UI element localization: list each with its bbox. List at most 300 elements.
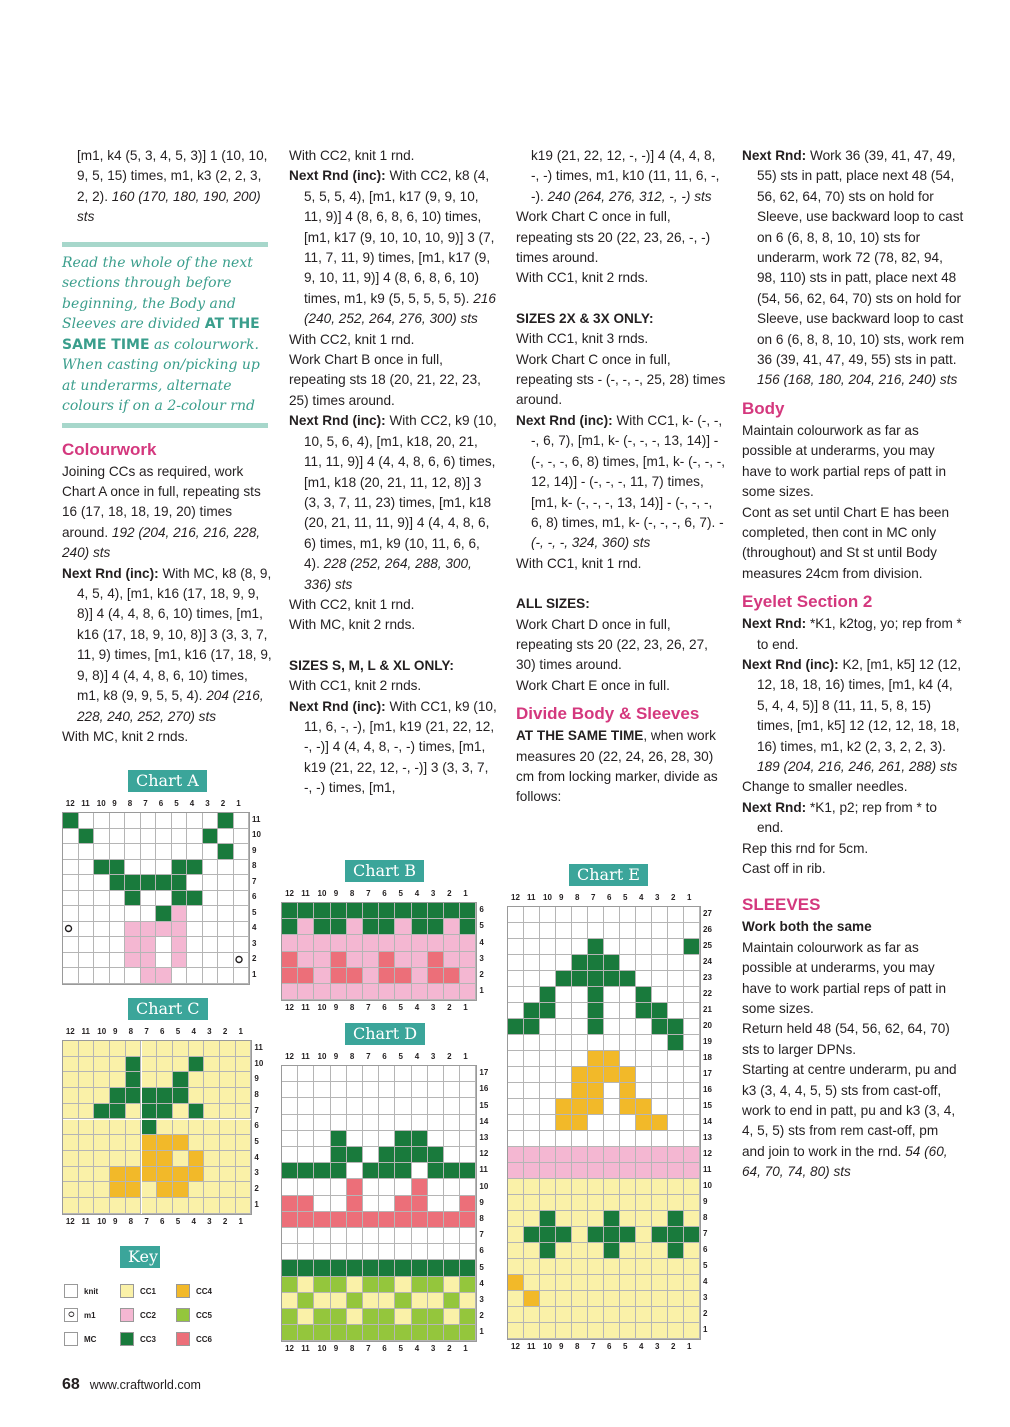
column-number: 9 <box>333 889 339 898</box>
column-number: 11 <box>81 1216 91 1226</box>
chart-cell <box>282 1066 298 1082</box>
chart-cell <box>395 1325 411 1341</box>
chart-title: Chart D <box>345 1023 425 1045</box>
chart-cell <box>604 1067 620 1083</box>
chart-cell <box>331 984 347 1000</box>
chart-cell <box>157 1167 173 1183</box>
chart-cell <box>94 1135 110 1151</box>
chart-cell <box>331 1066 347 1082</box>
chart-cell <box>572 1307 588 1323</box>
key-label: CC3 <box>140 1335 157 1344</box>
chart-cell <box>540 1115 556 1131</box>
chart-cell <box>125 829 141 845</box>
column-number: 3 <box>207 1027 212 1036</box>
chart-cell <box>636 1147 652 1163</box>
chart-cell <box>460 984 476 1000</box>
chart-cell <box>620 987 636 1003</box>
column-number: 9 <box>333 1003 339 1013</box>
row-number: 10 <box>254 1058 264 1068</box>
chart-cell <box>508 923 524 939</box>
chart-cell <box>63 844 79 860</box>
chart-cell <box>141 860 157 876</box>
chart-cell <box>444 984 460 1000</box>
column-number: 8 <box>349 1003 355 1013</box>
chart-cell <box>314 968 330 984</box>
chart-cell <box>524 1323 540 1339</box>
chart-cell <box>508 1307 524 1323</box>
chart-cell <box>620 1099 636 1115</box>
chart-cell <box>524 1035 540 1051</box>
chart-cell <box>460 1196 476 1212</box>
chart-cell <box>524 1211 540 1227</box>
chart-cell <box>572 923 588 939</box>
key-label: MC <box>84 1335 97 1344</box>
chart-cell <box>125 891 141 907</box>
chart-cell <box>298 1212 314 1228</box>
key-swatch <box>176 1284 190 1298</box>
chart-cell <box>125 937 141 953</box>
chart-cell <box>412 919 428 935</box>
chart-cell <box>588 1179 604 1195</box>
chart-cell <box>444 1179 460 1195</box>
chart-cell <box>428 1115 444 1131</box>
column-number: 5 <box>398 1344 403 1354</box>
chart-cell <box>110 1120 126 1136</box>
section-heading-eyelet: Eyelet Section 2 <box>742 592 873 612</box>
chart-cell <box>204 1041 220 1057</box>
chart-cell <box>220 1057 236 1073</box>
row-number: 16 <box>703 1085 712 1094</box>
chart-cell <box>220 1072 236 1088</box>
row-number: 3 <box>252 938 257 948</box>
chart-cell <box>298 919 314 935</box>
chart-cell <box>204 1088 220 1104</box>
chart-cell <box>508 1259 524 1275</box>
chart-cell <box>524 1291 540 1307</box>
chart-cell <box>460 1228 476 1244</box>
chart-cell <box>94 1151 110 1167</box>
m1-symbol: ഠ <box>64 920 72 935</box>
column-number: 12 <box>511 1342 520 1351</box>
chart-cell <box>218 829 234 845</box>
chart-cell <box>588 1163 604 1179</box>
chart-cell <box>572 1067 588 1083</box>
chart-cell <box>620 955 636 971</box>
chart-cell <box>395 1147 411 1163</box>
chart-cell <box>110 875 126 891</box>
chart-cell <box>157 1182 173 1198</box>
chart-cell <box>141 844 157 860</box>
chart-cell <box>282 984 298 1000</box>
chart-cell <box>572 955 588 971</box>
chart-cell <box>314 919 330 935</box>
chart-cell <box>187 906 203 922</box>
chart-cell <box>540 1035 556 1051</box>
row-number: 8 <box>703 1213 708 1222</box>
chart-cell <box>604 1243 620 1259</box>
key-label: CC6 <box>196 1335 213 1344</box>
chart-cell <box>218 922 234 938</box>
column-number: 6 <box>382 1003 387 1013</box>
chart-cell <box>668 1019 684 1035</box>
paragraph: With MC, knit 2 rnds. <box>62 728 189 744</box>
column-number: 1 <box>687 1342 692 1351</box>
chart-grid <box>62 812 250 985</box>
chart-cell <box>524 1259 540 1275</box>
chart-cell <box>588 987 604 1003</box>
row-number: 21 <box>703 1005 712 1014</box>
chart-cell <box>314 1309 330 1325</box>
row-number: 10 <box>703 1181 712 1190</box>
chart-cell <box>298 1309 314 1325</box>
paragraph: With CC1, knit 3 rnds. <box>516 331 649 347</box>
paragraph: Work Chart D once in full, repeating sts 20 (22, 23, 26, 27, 30) times around. <box>516 616 708 673</box>
chart-cell <box>157 1104 173 1120</box>
column-number: 7 <box>366 1052 371 1061</box>
chart-cell <box>172 813 188 829</box>
chart-cell <box>363 935 379 951</box>
chart-cell <box>684 923 700 939</box>
chart-cell <box>604 1291 620 1307</box>
row-number: 4 <box>252 923 257 933</box>
chart-cell <box>428 1179 444 1195</box>
paragraph: Next Rnd (inc): With CC2, k9 (10, 10, 5, 6, 4), [m1, k18, 20, 21, 11, 11, 9)] 4 (4, 4, 8, 6, 6) times, [m1, k18 (20, 21, 11, 12, 8)] 3 (3, 3, 7, 11, 23) times, [m1, k18 (20, 21, 11, 11, 9)] 4 (4, 4, 8, 6, 6) times, m1, k9 (10, 11, 6, 6, 4). 228 (252, 264, 288, 300, 336) sts <box>289 413 497 592</box>
chart-cell <box>508 987 524 1003</box>
chart-cell <box>572 1323 588 1339</box>
chart-cell <box>684 1323 700 1339</box>
chart-cell <box>540 1003 556 1019</box>
paragraph: With CC1, knit 1 rnd. <box>516 555 642 571</box>
chart-cell <box>331 952 347 968</box>
chart-cell <box>444 1163 460 1179</box>
chart-cell <box>379 903 395 919</box>
chart-cell <box>572 1131 588 1147</box>
chart-cell <box>540 939 556 955</box>
chart-cell <box>620 1163 636 1179</box>
chart-cell <box>604 987 620 1003</box>
row-number: 5 <box>254 1137 259 1147</box>
column-number: 1 <box>463 889 468 898</box>
paragraph: Change to smaller needles. <box>742 779 908 795</box>
chart-cell <box>540 1131 556 1147</box>
column-number: 1 <box>463 1344 468 1354</box>
chart-cell <box>524 1019 540 1035</box>
chart-cell <box>331 1082 347 1098</box>
chart-cell <box>588 1035 604 1051</box>
chart-cell <box>142 1104 158 1120</box>
chart-cell <box>395 1115 411 1131</box>
chart-cell <box>652 1019 668 1035</box>
chart-cell <box>540 1195 556 1211</box>
row-number: 2 <box>479 969 484 979</box>
chart-cell <box>218 953 234 969</box>
column-number: 1 <box>687 893 692 902</box>
chart-cell <box>508 1243 524 1259</box>
paragraph: Starting at centre underarm, pu and k3 (3, 4, 4, 5, 5) sts from cast-off, work to end in patt, pu and k3 (3, 4, 4, 5, 5) sts from rem cast-off, pm and join to work in the rnd. 54 (60, 64, 70, 74, 80) sts <box>742 1062 957 1180</box>
chart-cell <box>395 1293 411 1309</box>
chart-cell <box>444 1260 460 1276</box>
chart-cell <box>428 952 444 968</box>
chart-cell <box>572 1019 588 1035</box>
column-number: 12 <box>65 1216 75 1226</box>
chart-cell <box>363 968 379 984</box>
chart-cell <box>125 953 141 969</box>
chart-cell <box>395 1179 411 1195</box>
chart-cell <box>363 1179 379 1195</box>
chart-cell <box>684 907 700 923</box>
chart-cell <box>234 937 250 953</box>
chart-cell <box>282 1260 298 1276</box>
column-number: 10 <box>317 1003 327 1013</box>
chart-cell <box>588 1131 604 1147</box>
chart-cell <box>156 968 172 984</box>
row-number: 13 <box>703 1133 712 1142</box>
m1-symbol: ഠ <box>234 951 243 966</box>
chart-cell <box>234 860 250 876</box>
key-label: m1 <box>84 1311 96 1320</box>
row-number: 17 <box>479 1068 489 1078</box>
chart-cell <box>236 1041 252 1057</box>
chart-cell <box>173 1151 189 1167</box>
column-number: 4 <box>414 1003 420 1013</box>
chart-cell <box>314 1066 330 1082</box>
chart-cell <box>314 984 330 1000</box>
chart-cell <box>157 1072 173 1088</box>
chart-cell <box>556 1067 572 1083</box>
chart-cell <box>668 1179 684 1195</box>
chart-cell <box>604 1019 620 1035</box>
chart-cell <box>556 1115 572 1131</box>
chart-cell <box>234 891 250 907</box>
row-number: 27 <box>703 909 712 918</box>
chart-cell <box>282 1228 298 1244</box>
chart-cell <box>508 1211 524 1227</box>
chart-cell <box>540 1179 556 1195</box>
column-number: 10 <box>543 893 552 902</box>
row-number: 7 <box>479 1230 484 1240</box>
chart-cell <box>347 1066 363 1082</box>
chart-cell <box>412 984 428 1000</box>
chart-cell <box>347 1212 363 1228</box>
chart-cell <box>63 1072 79 1088</box>
chart-cell <box>331 1212 347 1228</box>
chart-cell <box>636 1051 652 1067</box>
chart-cell <box>314 1293 330 1309</box>
chart-cell <box>173 1104 189 1120</box>
chart-cell <box>110 937 126 953</box>
chart-cell <box>444 1131 460 1147</box>
chart-cell <box>572 1211 588 1227</box>
chart-cell <box>395 952 411 968</box>
chart-cell <box>508 955 524 971</box>
chart-cell <box>172 875 188 891</box>
chart-cell <box>684 939 700 955</box>
chart-cell <box>63 1120 79 1136</box>
chart-cell <box>110 953 126 969</box>
chart-cell <box>203 953 219 969</box>
chart-cell <box>347 1082 363 1098</box>
chart-cell <box>94 860 110 876</box>
chart-cell <box>298 1260 314 1276</box>
chart-cell <box>412 1325 428 1341</box>
chart-cell <box>652 1083 668 1099</box>
row-number: 24 <box>703 957 712 966</box>
row-number: 10 <box>479 1181 489 1191</box>
chart-cell <box>220 1167 236 1183</box>
paragraph: Next Rnd (inc): With CC1, k- (-, -, -, 6, 7), [m1, k- (-, -, -, 13, 14)] - (-, -, -, 6, 8) times, [m1, k- (-, -, -, 12, 14)] - (-, -, -, 11, 7) times, [m1, k- (-, -, -, 13, 14)] - (-, -, -, 6, 8) times, m1, k- (-, -, -, 6, 7). - (-, -, -, 324, 360) sts <box>516 412 726 551</box>
chart-cell <box>79 875 95 891</box>
paragraph: Work Chart E once in full. <box>516 677 670 693</box>
chart-cell <box>363 1196 379 1212</box>
chart-cell <box>668 1083 684 1099</box>
column-number: 5 <box>398 1052 403 1061</box>
column-number: 3 <box>430 1344 436 1354</box>
chart-cell <box>347 1244 363 1260</box>
chart-cell <box>412 1147 428 1163</box>
column-number: 11 <box>527 1342 536 1351</box>
chart-cell <box>508 1323 524 1339</box>
row-number: 13 <box>479 1132 489 1142</box>
row-number: 1 <box>479 986 484 996</box>
chart-cell <box>314 1325 330 1341</box>
chart-cell <box>282 1196 298 1212</box>
chart-cell <box>347 1260 363 1276</box>
column-number: 8 <box>127 799 133 808</box>
chart-cell <box>508 971 524 987</box>
row-number: 6 <box>254 1121 259 1131</box>
chart-cell <box>572 1195 588 1211</box>
chart-cell <box>204 1151 220 1167</box>
chart-cell <box>652 1147 668 1163</box>
chart-cell <box>444 1212 460 1228</box>
chart-cell <box>347 1293 363 1309</box>
chart-cell <box>588 971 604 987</box>
chart-cell <box>684 1195 700 1211</box>
chart-cell <box>508 1195 524 1211</box>
chart-cell <box>652 1291 668 1307</box>
chart-cell <box>460 1131 476 1147</box>
chart-cell <box>187 875 203 891</box>
chart-cell <box>141 813 157 829</box>
chart-cell <box>572 1115 588 1131</box>
chart-cell <box>412 1131 428 1147</box>
chart-cell <box>141 829 157 845</box>
chart-grid <box>62 1040 252 1215</box>
chart-cell <box>444 935 460 951</box>
column-number: 7 <box>366 1344 371 1354</box>
chart-cell <box>236 1057 252 1073</box>
chart-cell <box>524 1243 540 1259</box>
chart-cell <box>395 1098 411 1114</box>
chart-cell <box>63 1135 79 1151</box>
chart-cell <box>620 1243 636 1259</box>
column-number: 5 <box>623 893 628 902</box>
chart-cell <box>556 1291 572 1307</box>
column-number: 4 <box>414 1344 420 1354</box>
row-number: 17 <box>703 1069 712 1078</box>
chart-cell <box>508 1291 524 1307</box>
chart-cell <box>572 1291 588 1307</box>
column-number: 8 <box>349 889 355 898</box>
column-number: 2 <box>447 1344 452 1354</box>
chart-cell <box>203 813 219 829</box>
column-number: 1 <box>463 1003 468 1013</box>
chart-cell <box>347 984 363 1000</box>
chart-cell <box>620 1227 636 1243</box>
chart-cell <box>412 1212 428 1228</box>
chart-cell <box>110 829 126 845</box>
chart-cell <box>460 1212 476 1228</box>
chart-cell <box>63 1088 79 1104</box>
chart-cell <box>652 1163 668 1179</box>
chart-cell <box>588 939 604 955</box>
chart-cell <box>141 937 157 953</box>
chart-cell <box>444 1098 460 1114</box>
chart-cell <box>347 1147 363 1163</box>
chart-cell <box>395 903 411 919</box>
chart-cell <box>141 891 157 907</box>
chart-cell <box>460 1277 476 1293</box>
chart-cell <box>331 903 347 919</box>
chart-cell <box>142 1198 158 1214</box>
column-number: 11 <box>527 893 536 902</box>
chart-cell <box>540 1211 556 1227</box>
chart-cell <box>347 1228 363 1244</box>
chart-cell <box>94 875 110 891</box>
row-number: 1 <box>479 1327 484 1337</box>
chart-cell <box>556 1083 572 1099</box>
column-number: 11 <box>301 1052 310 1061</box>
chart-cell <box>540 1067 556 1083</box>
chart-cell <box>298 1277 314 1293</box>
chart-cell <box>282 1098 298 1114</box>
page-number: 68 <box>62 1376 80 1393</box>
chart-cell <box>668 955 684 971</box>
chart-cell <box>236 1167 252 1183</box>
chart-cell <box>314 1212 330 1228</box>
chart-cell <box>620 907 636 923</box>
paragraph: With CC1, knit 2 rnds. <box>516 270 649 286</box>
chart-cell <box>94 813 110 829</box>
chart-cell <box>125 968 141 984</box>
chart-cell <box>540 1227 556 1243</box>
chart-cell <box>524 971 540 987</box>
column-number: 4 <box>414 1052 420 1061</box>
chart-cell <box>572 1243 588 1259</box>
chart-cell <box>172 829 188 845</box>
row-number: 5 <box>479 921 484 931</box>
chart-cell <box>142 1151 158 1167</box>
chart-cell <box>282 903 298 919</box>
chart-cell <box>460 1309 476 1325</box>
chart-cell <box>508 1099 524 1115</box>
chart-cell <box>363 1163 379 1179</box>
chart-cell <box>79 953 95 969</box>
chart-cell <box>412 903 428 919</box>
chart-cell <box>63 813 79 829</box>
chart-cell <box>189 1088 205 1104</box>
paragraph: Next Rnd (inc): K2, [m1, k5] 12 (12, 12, 18, 18, 16) times, [m1, k4 (4, 5, 4, 4, 5)] 8 (11, 11, 5, 8, 15) times, [m1, k5] 12 (12, 12, 18, 18, 16) times, m1, k2 (2, 3, 2, 2, 3). 189 (204, 216, 246, 261, 288) sts <box>742 656 962 774</box>
row-number: 18 <box>703 1053 712 1062</box>
chart-cell <box>187 968 203 984</box>
chart-cell <box>684 955 700 971</box>
row-number: 5 <box>479 1262 484 1272</box>
chart-cell <box>620 939 636 955</box>
chart-cell <box>395 1082 411 1098</box>
chart-cell <box>540 907 556 923</box>
chart-cell <box>428 1244 444 1260</box>
column-1 <box>62 146 272 747</box>
